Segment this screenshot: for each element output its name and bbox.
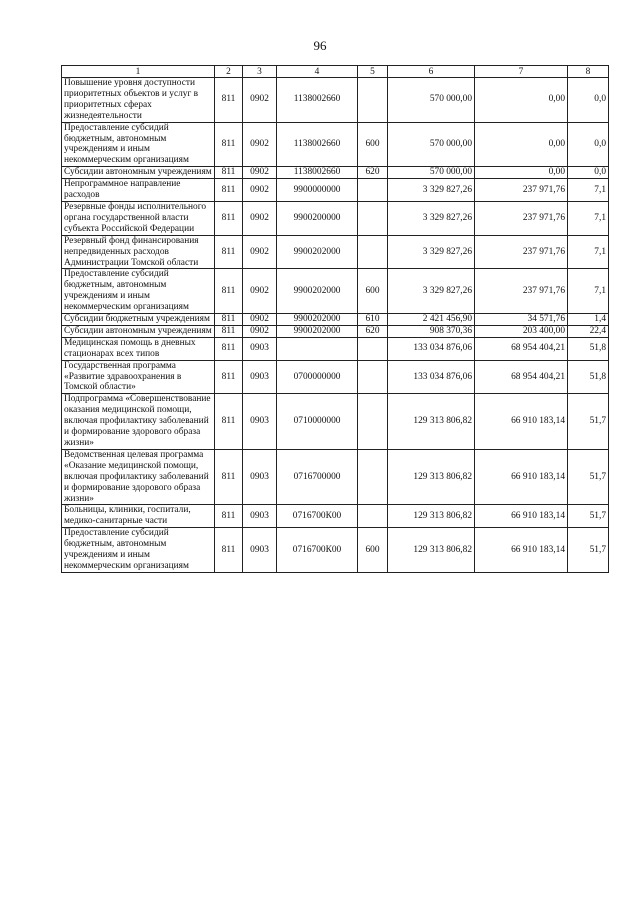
- row-actual: 237 971,76: [475, 201, 568, 235]
- row-section: 0902: [243, 179, 277, 202]
- row-section: 0903: [243, 528, 277, 573]
- table-row: [62, 167, 609, 179]
- row-name: Непрограммное направление расходов: [62, 179, 215, 202]
- row-actual: 66 910 183,14: [475, 505, 568, 528]
- row-name: Предоставление субсидий бюджетным, автономным учреждениям и иным некоммерческим организациям: [62, 122, 215, 167]
- col-header: 3: [243, 66, 277, 78]
- row-actual: 0,00: [475, 122, 568, 167]
- row-percent: 51,8: [568, 337, 609, 360]
- table-row: [62, 394, 609, 450]
- row-name: Резервный фонд финансирования непредвиденных расходов Администрации Томской области: [62, 235, 215, 269]
- row-percent: 51,7: [568, 449, 609, 505]
- row-section: 0902: [243, 122, 277, 167]
- table-row: [62, 78, 609, 123]
- row-gr: 811: [215, 235, 243, 269]
- row-section: 0903: [243, 394, 277, 450]
- row-expense-type: [358, 337, 388, 360]
- row-expense-type: [358, 78, 388, 123]
- row-expense-type: 600: [358, 122, 388, 167]
- col-header: 2: [215, 66, 243, 78]
- row-gr: 811: [215, 505, 243, 528]
- table-row: [62, 360, 609, 394]
- row-plan: 133 034 876,06: [388, 337, 475, 360]
- row-actual: 66 910 183,14: [475, 528, 568, 573]
- col-header: 8: [568, 66, 609, 78]
- row-percent: 22,4: [568, 325, 609, 337]
- row-name: Субсидии автономным учреждениям: [62, 167, 215, 179]
- row-plan: 133 034 876,06: [388, 360, 475, 394]
- row-section: 0903: [243, 337, 277, 360]
- row-section: 0902: [243, 78, 277, 123]
- table-row: [62, 201, 609, 235]
- row-name: Повышение уровня доступности приоритетных объектов и услуг в приоритетных сферах жизнедеятельности: [62, 78, 215, 123]
- row-name: Ведомственная целевая программа «Оказание медицинской помощи, включая профилактику заболеваний и формирование здорового образа жизни»: [62, 449, 215, 505]
- row-gr: 811: [215, 269, 243, 314]
- row-gr: 811: [215, 528, 243, 573]
- row-plan: 129 313 806,82: [388, 449, 475, 505]
- row-plan: 3 329 827,26: [388, 179, 475, 202]
- row-name: Предоставление субсидий бюджетным, автономным учреждениям и иным некоммерческим организациям: [62, 528, 215, 573]
- row-plan: 570 000,00: [388, 167, 475, 179]
- table-row: [62, 269, 609, 314]
- col-header: 7: [475, 66, 568, 78]
- row-plan: 2 421 456,90: [388, 314, 475, 326]
- row-target-article: 9900202000: [277, 269, 358, 314]
- row-percent: 1,4: [568, 314, 609, 326]
- row-expense-type: 620: [358, 167, 388, 179]
- row-actual: 237 971,76: [475, 269, 568, 314]
- row-actual: 0,00: [475, 78, 568, 123]
- row-name: Государственная программа «Развитие здравоохранения в Томской области»: [62, 360, 215, 394]
- row-name: Медицинская помощь в дневных стационарах всех типов: [62, 337, 215, 360]
- row-target-article: [277, 337, 358, 360]
- row-name: Субсидии бюджетным учреждениям: [62, 314, 215, 326]
- col-header: 4: [277, 66, 358, 78]
- col-header: 6: [388, 66, 475, 78]
- row-section: 0903: [243, 360, 277, 394]
- table-row: [62, 528, 609, 573]
- col-header: 5: [358, 66, 388, 78]
- row-gr: 811: [215, 314, 243, 326]
- row-percent: 7,1: [568, 235, 609, 269]
- header-row: [62, 66, 609, 78]
- row-target-article: 1138002660: [277, 122, 358, 167]
- row-target-article: 0716700К00: [277, 505, 358, 528]
- row-target-article: 1138002660: [277, 167, 358, 179]
- row-target-article: 9900200000: [277, 201, 358, 235]
- row-actual: 237 971,76: [475, 179, 568, 202]
- row-gr: 811: [215, 179, 243, 202]
- row-target-article: 0700000000: [277, 360, 358, 394]
- row-plan: 129 313 806,82: [388, 394, 475, 450]
- col-header: 1: [62, 66, 215, 78]
- row-target-article: 9900202000: [277, 325, 358, 337]
- table-row: [62, 449, 609, 505]
- row-expense-type: 600: [358, 528, 388, 573]
- row-actual: 66 910 183,14: [475, 394, 568, 450]
- row-percent: 0,0: [568, 122, 609, 167]
- table-row: [62, 337, 609, 360]
- row-expense-type: [358, 394, 388, 450]
- row-plan: 3 329 827,26: [388, 235, 475, 269]
- row-plan: 3 329 827,26: [388, 269, 475, 314]
- row-section: 0902: [243, 167, 277, 179]
- row-percent: 51,8: [568, 360, 609, 394]
- row-actual: 237 971,76: [475, 235, 568, 269]
- row-gr: 811: [215, 122, 243, 167]
- row-target-article: 0716700000: [277, 449, 358, 505]
- row-section: 0902: [243, 314, 277, 326]
- row-target-article: 9900000000: [277, 179, 358, 202]
- row-percent: 7,1: [568, 201, 609, 235]
- row-section: 0902: [243, 235, 277, 269]
- table-body: [62, 78, 609, 573]
- row-expense-type: [358, 179, 388, 202]
- page-number: 96: [313, 38, 327, 53]
- row-gr: 811: [215, 325, 243, 337]
- row-actual: 68 954 404,21: [475, 360, 568, 394]
- row-plan: 908 370,36: [388, 325, 475, 337]
- row-name: Субсидии автономным учреждениям: [62, 325, 215, 337]
- table-row: [62, 325, 609, 337]
- row-expense-type: [358, 505, 388, 528]
- row-expense-type: 600: [358, 269, 388, 314]
- row-gr: 811: [215, 394, 243, 450]
- row-target-article: 9900202000: [277, 235, 358, 269]
- row-gr: 811: [215, 449, 243, 505]
- row-gr: 811: [215, 201, 243, 235]
- row-plan: 3 329 827,26: [388, 201, 475, 235]
- row-name: Подпрограмма «Совершенствование оказания медицинской помощи, включая профилактику заболеваний и формирование здорового образа жизни»: [62, 394, 215, 450]
- row-plan: 570 000,00: [388, 122, 475, 167]
- row-expense-type: [358, 449, 388, 505]
- row-section: 0902: [243, 269, 277, 314]
- table-row: [62, 179, 609, 202]
- row-actual: 203 400,00: [475, 325, 568, 337]
- row-actual: 68 954 404,21: [475, 337, 568, 360]
- row-section: 0902: [243, 201, 277, 235]
- row-actual: 34 571,76: [475, 314, 568, 326]
- row-section: 0902: [243, 325, 277, 337]
- row-gr: 811: [215, 167, 243, 179]
- row-expense-type: 610: [358, 314, 388, 326]
- row-gr: 811: [215, 337, 243, 360]
- row-name: Предоставление субсидий бюджетным, автономным учреждениям и иным некоммерческим организациям: [62, 269, 215, 314]
- row-name: Резервные фонды исполнительного органа государственной власти субъекта Российской Федерации: [62, 201, 215, 235]
- row-expense-type: [358, 235, 388, 269]
- table-row: [62, 122, 609, 167]
- row-percent: 0,0: [568, 167, 609, 179]
- table-row: [62, 314, 609, 326]
- row-expense-type: [358, 360, 388, 394]
- row-percent: 51,7: [568, 505, 609, 528]
- row-plan: 129 313 806,82: [388, 528, 475, 573]
- row-gr: 811: [215, 360, 243, 394]
- row-plan: 129 313 806,82: [388, 505, 475, 528]
- row-target-article: 1138002660: [277, 78, 358, 123]
- table-row: [62, 235, 609, 269]
- row-plan: 570 000,00: [388, 78, 475, 123]
- row-percent: 7,1: [568, 179, 609, 202]
- row-gr: 811: [215, 78, 243, 123]
- row-actual: 0,00: [475, 167, 568, 179]
- row-percent: 7,1: [568, 269, 609, 314]
- row-actual: 66 910 183,14: [475, 449, 568, 505]
- row-percent: 0,0: [568, 78, 609, 123]
- row-target-article: 0710000000: [277, 394, 358, 450]
- row-target-article: 9900202000: [277, 314, 358, 326]
- row-section: 0903: [243, 505, 277, 528]
- row-expense-type: 620: [358, 325, 388, 337]
- budget-table: [61, 65, 609, 573]
- row-percent: 51,7: [568, 528, 609, 573]
- row-target-article: 0716700К00: [277, 528, 358, 573]
- row-percent: 51,7: [568, 394, 609, 450]
- row-name: Больницы, клиники, госпитали, медико-санитарные части: [62, 505, 215, 528]
- row-expense-type: [358, 201, 388, 235]
- row-section: 0903: [243, 449, 277, 505]
- table-row: [62, 505, 609, 528]
